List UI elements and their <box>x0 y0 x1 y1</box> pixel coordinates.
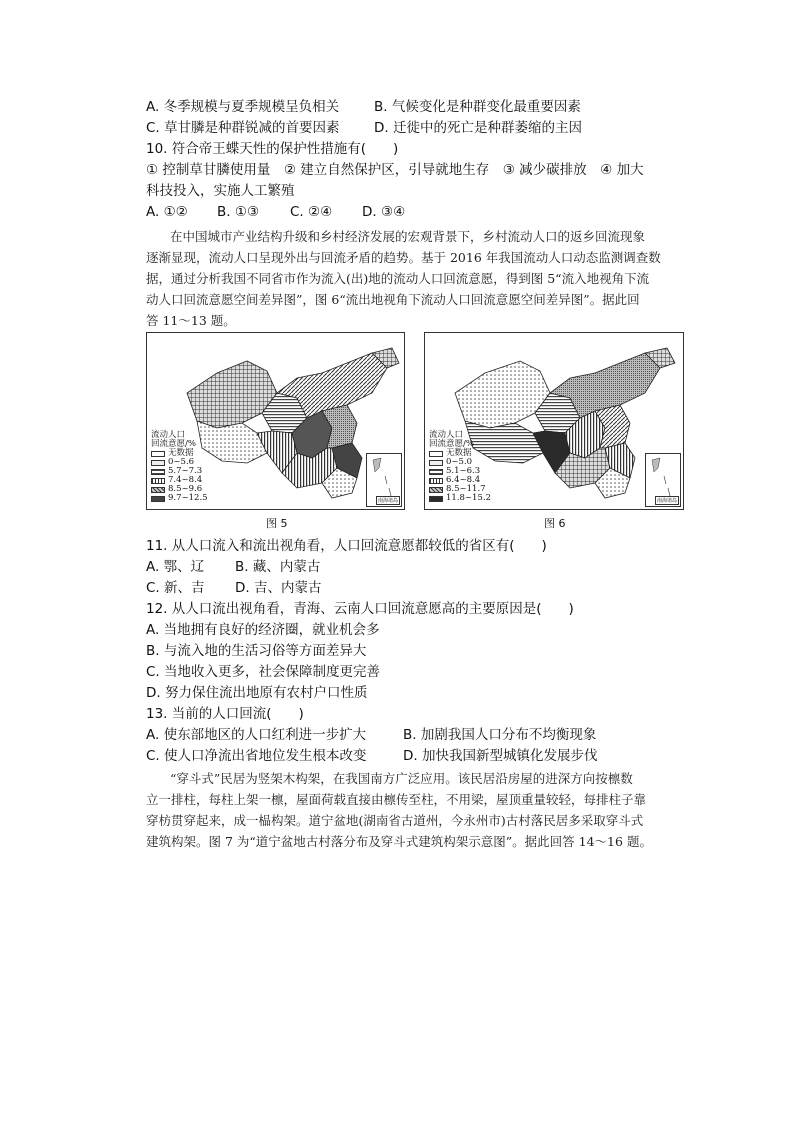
q11-option-d: D. 吉、内蒙古 <box>235 580 322 596</box>
q12-stem: 12. 从人口流出视角看，青海、云南人口回流意愿高的主要原因是( ) <box>146 601 574 617</box>
fig6-south-china-sea-inset <box>645 453 681 507</box>
fig5-south-china-sea-inset <box>366 453 402 507</box>
passage1-line4: 动人口回流意愿空间差异图”，图 6“流出地视角下流动人口回流意愿空间差异图”。据此回 <box>146 292 640 307</box>
q10-option-a: A. ①② <box>146 204 188 220</box>
q12-option-b: B. 与流入地的生活习俗等方面差异大 <box>146 643 367 659</box>
fig5-legend-title2: 回流意愿/% <box>151 439 196 449</box>
q13-option-d: D. 加快我国新型城镇化发展步伐 <box>403 748 598 764</box>
q11-option-a: A. 鄂、辽 <box>146 559 205 575</box>
fig5-legend-item: 9.7~12.5 <box>151 494 208 503</box>
fig5-legend-item: 7.4~8.4 <box>151 476 208 485</box>
q10-option-d: D. ③④ <box>362 204 406 220</box>
fig5-legend-item: 8.5~9.6 <box>151 485 208 494</box>
q11-option-c: C. 新、吉 <box>146 580 205 596</box>
q12-option-a: A. 当地拥有良好的经济圈，就业机会多 <box>146 622 380 638</box>
q13-stem: 13. 当前的人口回流( ) <box>146 706 304 722</box>
q10-stem: 10. 符合帝王蝶天性的保护性措施有( ) <box>146 141 399 157</box>
fig6-legend-item: 6.4~8.4 <box>429 476 491 485</box>
passage1-line2: 逐渐显现，流动人口呈现外出与回流矛盾的趋势。基于 2016 年我国流动人口动态监测调查数 <box>146 250 661 265</box>
figure-5-caption: 图 5 <box>266 517 288 530</box>
passage1-line1: 在中国城市产业结构升级和乡村经济发展的宏观背景下，乡村流动人口的返乡回流现象 <box>170 229 646 244</box>
fig6-legend-item: 11.8~15.2 <box>429 494 491 503</box>
q10-items-line1: ① 控制草甘膦使用量 ② 建立自然保护区，引导就地生存 ③ 减少碳排放 ④ 加大 <box>146 162 644 178</box>
fig6-legend-item: 0~5.0 <box>429 458 491 467</box>
fig6-legend-item: 8.5~11.7 <box>429 485 491 494</box>
q9-option-b: B. 气候变化是种群变化最重要因素 <box>374 99 581 115</box>
q13-option-b: B. 加剧我国人口分布不均衡现象 <box>403 727 597 743</box>
fig6-legend-item: 无数据 <box>429 449 491 458</box>
fig6-inset-label: 南海诸岛 <box>656 498 677 504</box>
figure-6-caption: 图 6 <box>544 517 566 530</box>
q9-option-a: A. 冬季规模与夏季规模呈负相关 <box>146 99 340 115</box>
fig6-legend <box>429 431 491 503</box>
q11-option-b: B. 藏、内蒙古 <box>235 559 321 575</box>
figure-5-map <box>146 332 405 510</box>
fig5-legend-item: 无数据 <box>151 449 208 458</box>
q10-option-c: C. ②④ <box>290 204 333 220</box>
passage1-line3: 据，通过分析我国不同省市作为流入(出)地的流动人口回流意愿，得到图 5“流入地视角下流 <box>146 271 650 286</box>
q13-option-c: C. 使人口净流出省地位发生根本改变 <box>146 748 367 764</box>
passage2-line1: “穿斗式”民居为竖架木构架，在我国南方广泛应用。该民居沿房屋的进深方向按檩数 <box>170 771 633 786</box>
fig5-legend-item: 5.7~7.3 <box>151 467 208 476</box>
passage1-line5: 答 11～13 题。 <box>146 313 236 328</box>
passage2-line2: 立一排柱，每柱上架一檩，屋面荷载直接由檩传至柱，不用梁，屋顶重量较轻，每排柱子靠 <box>146 792 647 807</box>
q10-items-line2: 科技投入，实施人工繁殖 <box>146 183 295 199</box>
q12-option-d: D. 努力保住流出地原有农村户口性质 <box>146 685 368 701</box>
fig6-legend-title1: 流动人口 <box>429 430 464 440</box>
fig6-legend-item: 5.1~6.3 <box>429 467 491 476</box>
passage2-line3: 穿枋贯穿起来，成一榀构架。道宁盆地(湖南省古道州，今永州市)古村落民居多采取穿斗式 <box>146 813 644 828</box>
figure-6-map <box>424 332 684 510</box>
fig5-inset-label: 南海诸岛 <box>377 498 398 504</box>
fig6-legend-title2: 回流意愿/% <box>429 439 474 449</box>
q9-option-c: C. 草甘膦是种群锐减的首要因素 <box>146 120 340 136</box>
q10-option-b: B. ①③ <box>217 204 260 220</box>
q12-option-c: C. 当地收入更多，社会保障制度更完善 <box>146 664 381 680</box>
q11-stem: 11. 从人口流入和流出视角看，人口回流意愿都较低的省区有( ) <box>146 538 547 554</box>
q9-option-d: D. 迁徙中的死亡是种群萎缩的主因 <box>374 120 582 136</box>
passage2-line4: 建筑构架。图 7 为“道宁盆地古村落分布及穿斗式建筑构架示意图”。据此回答 14～16 题。 <box>146 834 652 849</box>
fig5-legend-title1: 流动人口 <box>151 430 186 440</box>
fig5-legend <box>151 431 208 503</box>
fig5-legend-item: 0~5.6 <box>151 458 208 467</box>
q13-option-a: A. 使东部地区的人口红利进一步扩大 <box>146 727 367 743</box>
